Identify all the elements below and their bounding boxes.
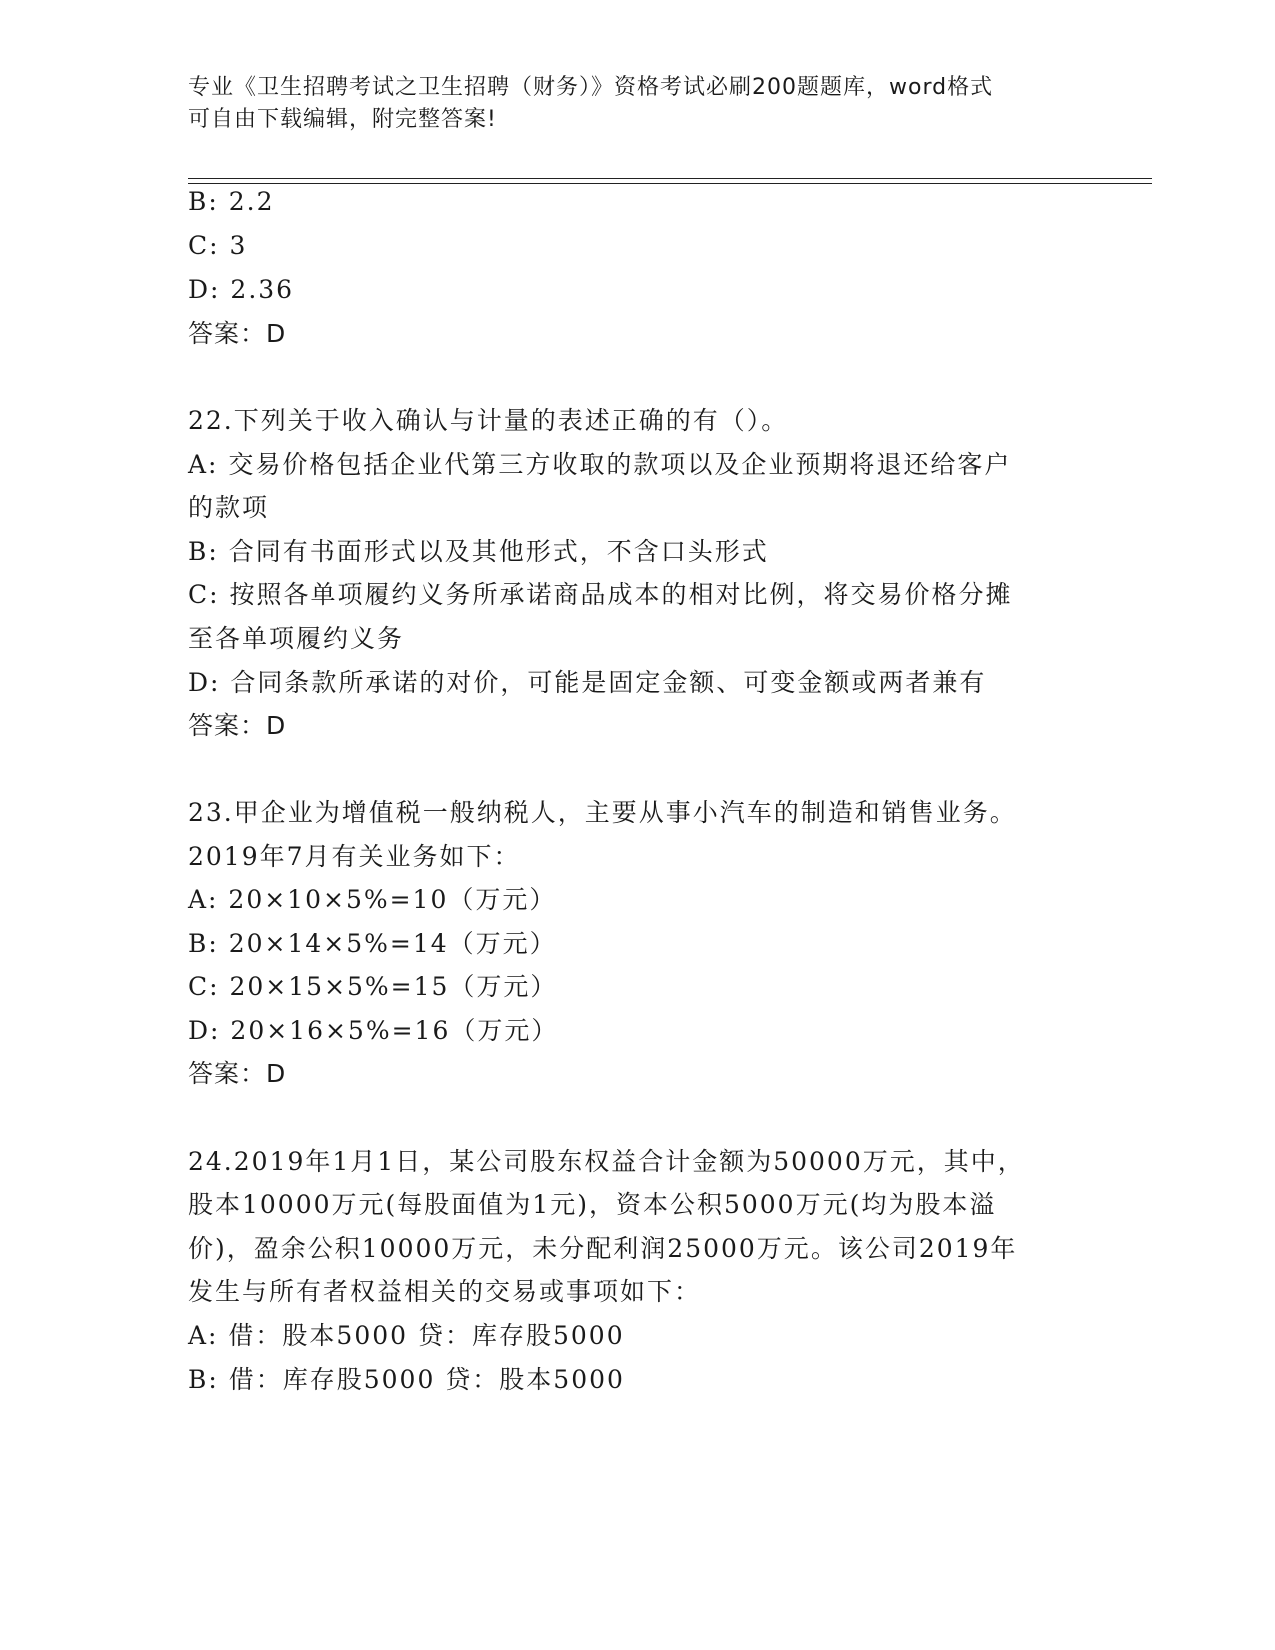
document-header bbox=[188, 72, 1088, 136]
q21-option-b: B: 2.2 bbox=[188, 187, 275, 216]
q23-option-b: B: 20×14×5%=14（万元） bbox=[188, 929, 557, 958]
q22-option-a-line2: 的款项 bbox=[188, 493, 270, 522]
q21-option-c: C: 3 bbox=[188, 231, 248, 260]
q23-question-line1: 23.甲企业为增值税一般纳税人，主要从事小汽车的制造和销售业务。 bbox=[188, 798, 1017, 827]
q22-option-d: D: 合同条款所承诺的对价，可能是固定金额、可变金额或两者兼有 bbox=[188, 668, 987, 697]
q22-option-a-line1: A: 交易价格包括企业代第三方收取的款项以及企业预期将退还给客户 bbox=[188, 450, 1012, 479]
q23-option-c: C: 20×15×5%=15（万元） bbox=[188, 972, 558, 1001]
header-line-2: 可自由下载编辑，附完整答案! bbox=[188, 107, 497, 132]
q22-question: 22.下列关于收入确认与计量的表述正确的有（）。 bbox=[188, 406, 789, 435]
q24-question-line4: 发生与所有者权益相关的交易或事项如下： bbox=[188, 1277, 702, 1306]
q23-option-d: D: 20×16×5%=16（万元） bbox=[188, 1016, 559, 1045]
q24-question-line2: 股本10000万元(每股面值为1元)，资本公积5000万元(均为股本溢 bbox=[188, 1190, 997, 1219]
q21-answer: 答案：D bbox=[188, 319, 287, 348]
q22-option-b: B: 合同有书面形式以及其他形式，不含口头形式 bbox=[188, 537, 769, 566]
q24-question-line1: 24.2019年1月1日，某公司股东权益合计金额为50000万元，其中， bbox=[188, 1147, 1025, 1176]
q24-option-a: A: 借：股本5000 贷：库存股5000 bbox=[188, 1321, 625, 1350]
q23-option-a: A: 20×10×5%=10（万元） bbox=[188, 885, 557, 914]
q24-question-line3: 价)，盈余公积10000万元，未分配利润25000万元。该公司2019年 bbox=[188, 1234, 1018, 1263]
header-line-1: 专业《卫生招聘考试之卫生招聘（财务）》资格考试必刷200题题库，word格式 bbox=[188, 75, 994, 100]
header-divider-bottom bbox=[188, 183, 1152, 184]
q24-option-b: B: 借：库存股5000 贷：股本5000 bbox=[188, 1365, 625, 1394]
q23-answer: 答案：D bbox=[188, 1059, 287, 1088]
q23-question-line2: 2019年7月有关业务如下： bbox=[188, 842, 521, 871]
q22-option-c-line2: 至各单项履约义务 bbox=[188, 624, 405, 653]
q22-answer: 答案：D bbox=[188, 711, 287, 740]
q22-option-c-line1: C: 按照各单项履约义务所承诺商品成本的相对比例，将交易价格分摊 bbox=[188, 580, 1013, 609]
header-divider-top bbox=[188, 178, 1152, 179]
q21-option-d: D: 2.36 bbox=[188, 275, 295, 304]
